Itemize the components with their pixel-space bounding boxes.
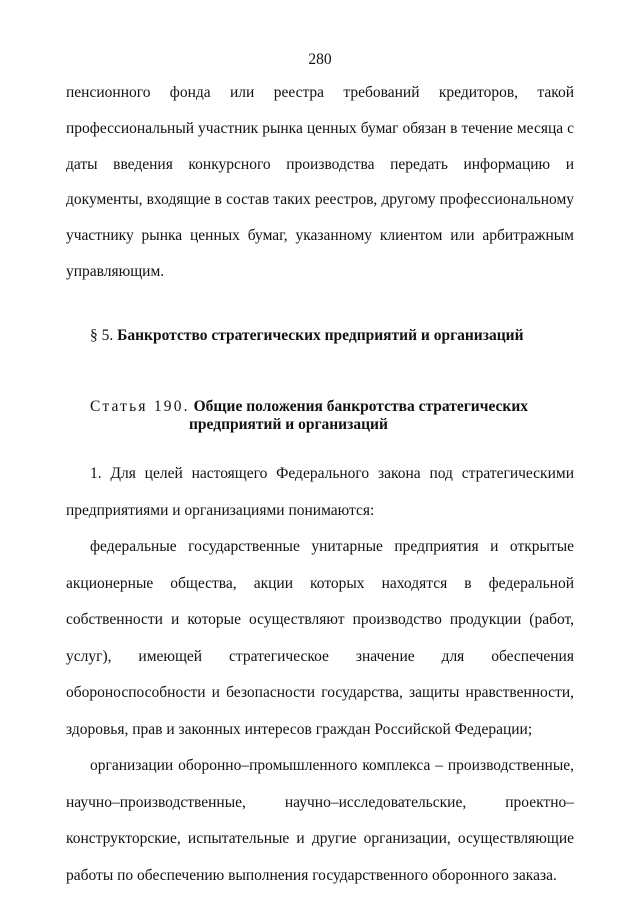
page-number: 280 (308, 51, 332, 68)
text-line: научно–производственные, научно–исследовательские, проектно– (66, 793, 574, 811)
section-heading (90, 327, 524, 345)
text-line: даты введения конкурсного производства передать информацию и (66, 155, 574, 173)
paragraph-continued (66, 82, 574, 297)
text-line: документы, входящие в состав таких реестров, другому профессиональному (66, 191, 574, 209)
text-line: акционерные общества, акции которых находятся в федеральной (66, 574, 574, 592)
text-line: предприятиями и организациями понимаются: (66, 501, 375, 519)
text-line: федеральные государственные унитарные предприятия и открытые (90, 538, 574, 555)
section-title: Банкротство стратегических предприятий и организаций (117, 327, 524, 344)
text-line: здоровья, прав и законных интересов граждан Российской Федерации; (66, 720, 533, 738)
text-line: работы по обеспечению выполнения государственного оборонного заказа. (66, 866, 557, 884)
text-line: услуг), имеющей стратегическое значение для обеспечения (66, 647, 574, 665)
text-line: участнику рынка ценных бумаг, указанному клиентом или арбитражным (66, 227, 574, 245)
text-line: профессиональный участник рынка ценных бумаг обязан в течение месяца с (66, 119, 574, 137)
article-title-line1: Общие положения банкротства стратегических (193, 398, 529, 415)
text-line: конструкторские, испытательные и другие организации, осуществляющие (66, 830, 574, 847)
article-title-line2: предприятий и организаций (189, 416, 388, 433)
article-body (66, 463, 574, 901)
section-prefix: § 5. (90, 327, 114, 344)
text-line: 1. Для целей настоящего Федерального закона под стратегическими (90, 465, 574, 482)
article-heading (90, 398, 528, 434)
text-line: собственности и которые осуществляют производство продукции (работ, (66, 611, 574, 628)
text-line: организации оборонно–промышленного комплекса – производственные, (90, 757, 574, 774)
article-label: Статья 190. (90, 398, 190, 415)
text-line: управляющим. (66, 262, 165, 280)
text-line: пенсионного фонда или реестра требований кредиторов, такой (66, 84, 574, 101)
text-line: обороноспособности и безопасности государства, защиты нравственности, (66, 684, 574, 701)
